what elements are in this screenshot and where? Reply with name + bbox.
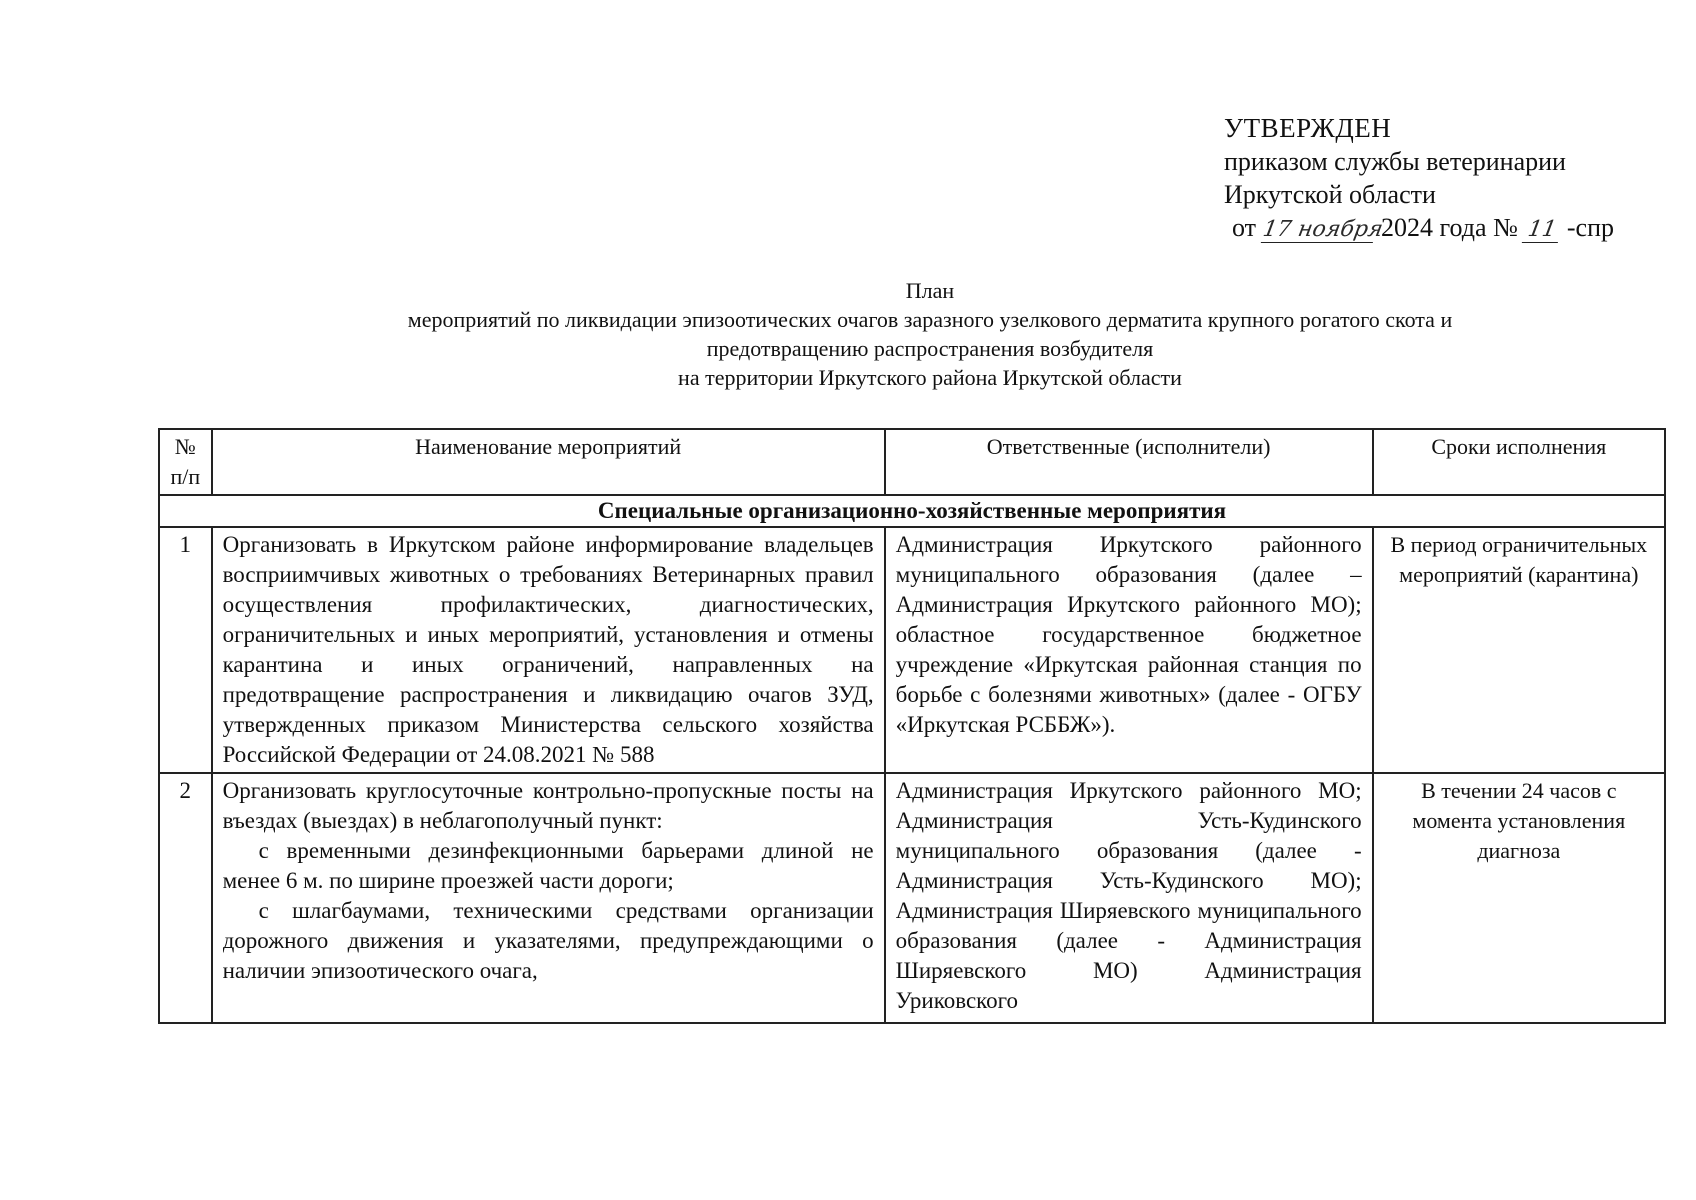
row-number: 1 bbox=[159, 527, 212, 773]
approval-line-1: приказом службы ветеринарии bbox=[1224, 147, 1566, 176]
header-deadline: Сроки исполнения bbox=[1373, 429, 1665, 495]
title-line-3: предотвращению распространения возбудителя bbox=[706, 336, 1154, 361]
table-row bbox=[159, 527, 1665, 773]
header-num: № п/п bbox=[159, 429, 212, 495]
header-name: Наименование мероприятий bbox=[212, 429, 885, 495]
header-row bbox=[159, 429, 1665, 495]
handwritten-number: 11 bbox=[1522, 218, 1562, 243]
approval-heading: УТВЕРЖДЕН bbox=[1224, 113, 1392, 143]
activity-name: Организовать в Иркутском районе информирование владельцев восприимчивых животных о требованиях Ветеринарных правил осуществления профилактических, диагностических, ограничительных и иных мероприятий, установления и отмены карантина и иных ограничений, направленных на предотвращение распространения и ликвидацию очагов ЗУД, утвержденных приказом Министерства сельского хозяйства Российской Федерации от 24.08.2021 № 588 bbox=[212, 527, 885, 773]
activity-name bbox=[212, 773, 885, 1023]
deadline-cell: В период ограничительных мероприятий (карантина) bbox=[1373, 527, 1665, 773]
plan-table bbox=[158, 428, 1666, 1024]
activity-intro: Организовать круглосуточные контрольно-пропускные посты на въездах (выездах) в неблагополучный пункт: bbox=[222, 778, 874, 833]
row-number: 2 bbox=[159, 773, 212, 1023]
title-line-1: План bbox=[905, 278, 955, 303]
header-responsible: Ответственные (исполнители) bbox=[885, 429, 1373, 495]
responsible-cell bbox=[885, 773, 1373, 1023]
year-text: 2024 года № bbox=[1381, 213, 1518, 242]
handwritten-date: 17 ноября bbox=[1260, 217, 1385, 242]
section-title: Специальные организационно-хозяйственные мероприятия bbox=[159, 495, 1665, 527]
section-row bbox=[159, 495, 1665, 527]
deadline-cell: В течении 24 часов с момента установления диагноза bbox=[1373, 773, 1665, 1023]
date-prefix: от bbox=[1232, 213, 1257, 242]
table-row bbox=[159, 773, 1665, 1023]
responsible-text: Администрация Иркутского районного МО; Администрация Усть-Кудинского муниципального образования (далее - Администрация Усть-Кудинского МО); Администрация Ширяевского муниципального образования (далее - Администрация Ширяевского МО) Администрация Уриковского bbox=[895, 778, 1362, 1013]
approval-date-line bbox=[1232, 211, 1614, 244]
activity-item: с шлагбаумами, техническими средствами организации дорожного движения и указателями, предупреждающими о наличии эпизоотического очага, bbox=[222, 898, 874, 983]
responsible-cell: Администрация Иркутского районного муниципального образования (далее – Администрация Иркутского районного МО); областное государственное бюджетное учреждение «Иркутская районная станция по борьбе с болезнями животных» (далее - ОГБУ «Иркутская РСББЖ»). bbox=[885, 527, 1373, 773]
activity-item: с временными дезинфекционными барьерами длиной не менее 6 м. по ширине проезжей части дороги; bbox=[222, 838, 874, 893]
title-line-4: на территории Иркутского района Иркутской области bbox=[678, 365, 1182, 390]
approval-line-2: Иркутской области bbox=[1224, 180, 1436, 209]
document-title bbox=[150, 276, 1696, 392]
number-suffix: -спр bbox=[1566, 213, 1614, 242]
approval-block bbox=[1224, 112, 1614, 244]
title-line-2: мероприятий по ликвидации эпизоотических очагов заразного узелкового дерматита крупного рогатого скота и bbox=[407, 307, 1453, 332]
